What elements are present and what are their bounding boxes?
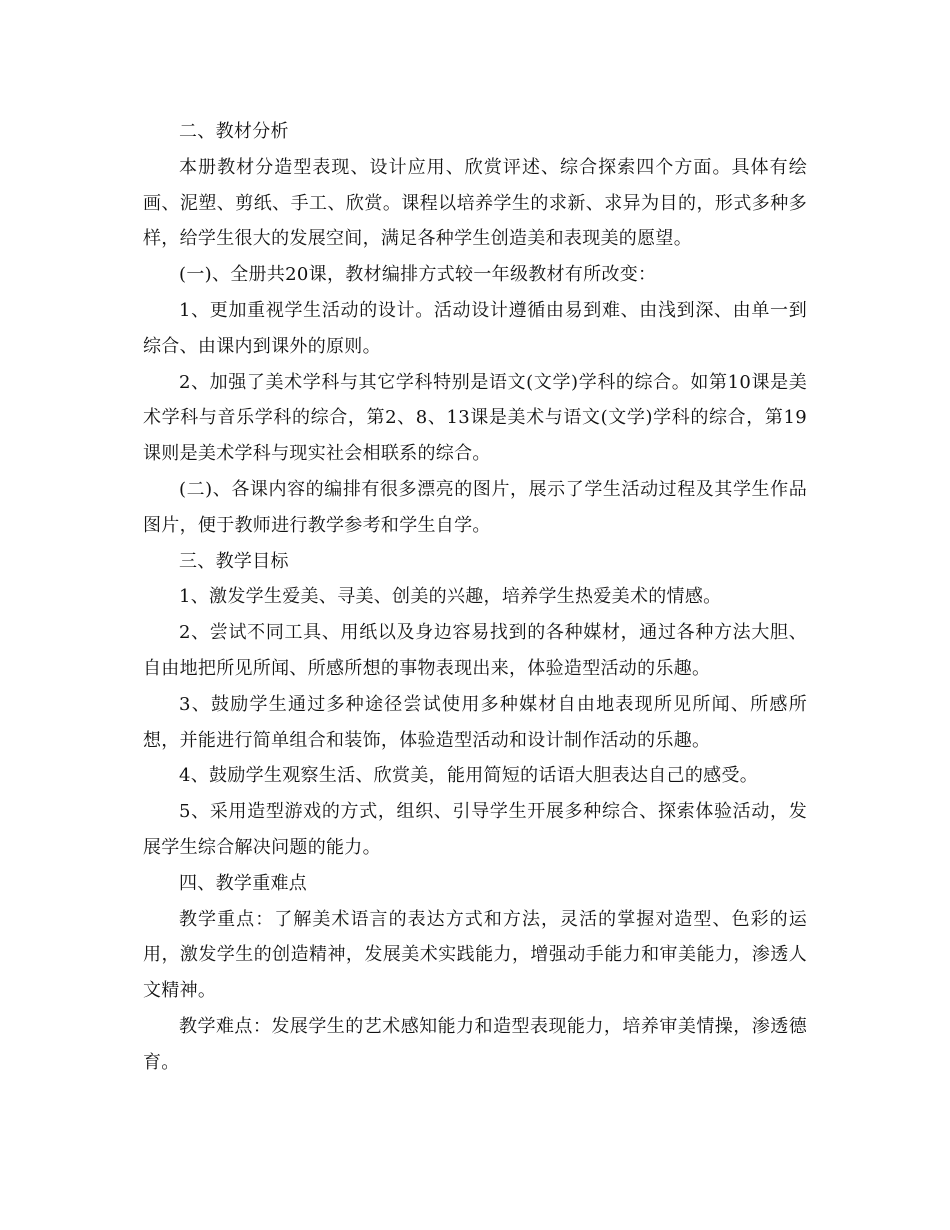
paragraph-section-two: (二)、各课内容的编排有很多漂亮的图片，展示了学生活动过程及其学生作品图片，便于教师进行教学参考和学生自学。 xyxy=(143,478,807,536)
paragraph-textbook-overview: 本册教材分造型表现、设计应用、欣赏评述、综合探索四个方面。具体有绘画、泥塑、剪纸、手工、欣赏。课程以培养学生的求新、求异为目的，形式多种多样，给学生很大的发展空间，满足各种学生创造美和表现美的愿望。 xyxy=(143,156,807,250)
paragraph-key-points: 教学重点：了解美术语言的表达方式和方法，灵活的掌握对造型、色彩的运用，激发学生的创造精神，发展美术实践能力，增强动手能力和审美能力，渗透人文精神。 xyxy=(143,908,807,1002)
paragraph-item-1: 1、更加重视学生活动的设计。活动设计遵循由易到难、由浅到深、由单一到综合、由课内到课外的原则。 xyxy=(143,299,807,357)
paragraph-section-one: (一)、全册共20课，教材编排方式较一年级教材有所改变： xyxy=(179,264,657,286)
paragraph-goal-4: 4、鼓励学生观察生活、欣赏美，能用简短的话语大胆表达自己的感受。 xyxy=(179,765,759,787)
paragraph-goal-2: 2、尝试不同工具、用纸以及身边容易找到的各种媒材，通过各种方法大胆、自由地把所见所闻、所感所想的事物表现出来，体验造型活动的乐趣。 xyxy=(143,622,807,679)
paragraph-difficult-points: 教学难点：发展学生的艺术感知能力和造型表现能力，培养审美情操，渗透德育。 xyxy=(143,1015,807,1073)
paragraph-goal-1: 1、激发学生爱美、寻美、创美的兴趣，培养学生热爱美术的情感。 xyxy=(179,586,722,608)
paragraph-goal-3: 3、鼓励学生通过多种途径尝试使用多种媒材自由地表现所见所闻、所感所想，并能进行简单组合和装饰，体验造型活动和设计制作活动的乐趣。 xyxy=(143,693,807,751)
paragraph-item-2: 2、加强了美术学科与其它学科特别是语文(文学)学科的综合。如第10课是美术学科与音乐学科的综合，第2、8、13课是美术与语文(文学)学科的综合，第19课则是美术学科与现实社会相联系的综合。 xyxy=(143,371,807,465)
document-body xyxy=(143,114,807,1081)
paragraph-goal-5: 5、采用造型游戏的方式，组织、引导学生开展多种综合、探索体验活动，发展学生综合解决问题的能力。 xyxy=(143,801,807,858)
heading-textbook-analysis: 二、教材分析 xyxy=(179,121,289,142)
heading-key-difficult-points: 四、教学重难点 xyxy=(179,872,308,894)
heading-teaching-goals: 三、教学目标 xyxy=(179,550,289,572)
